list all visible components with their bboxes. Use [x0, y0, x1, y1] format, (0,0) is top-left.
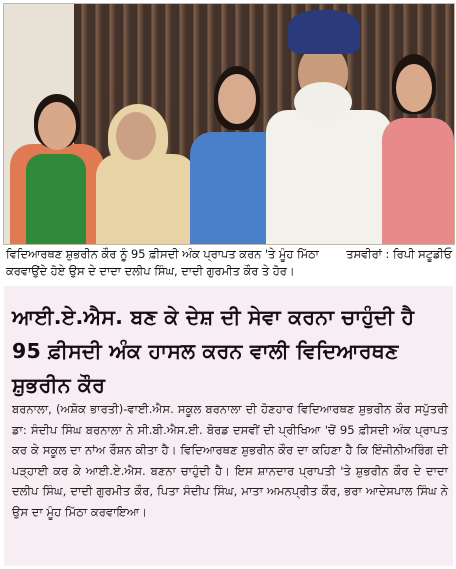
white-beard	[294, 82, 352, 122]
caption-text: ਵਿਦਿਆਰਥਣ ਸ਼ੁਭਰੀਨ ਕੌਰ ਨੂੰ 95 ਫ਼ੀਸਦੀ ਅੰਕ ਪ੍ਰਾਪਤ ਕਰਨ 'ਤੇ ਮੂੰਹ ਮਿੱਠਾ ਕਰਵਾਉਂਦੇ ਹੋਏ ਉਸ ਦੇ ਦਾਦਾ ਦਲੀਪ ਸਿੰਘ, ਦਾਦੀ ਗੁਰਮੀਤ ਕੌਰ ਤੇ ਹੋਰ।	[6, 247, 319, 278]
article-headline: ਆਈ.ਏ.ਐਸ. ਬਣ ਕੇ ਦੇਸ਼ ਦੀ ਸੇਵਾ ਕਰਨਾ ਚਾਹੁੰਦੀ ਹੈ 95 ਫ਼ੀਸਦੀ ਅੰਕ ਹਾਸਲ ਕਰਨ ਵਾਲੀ ਵਿਦਿਆਰਥਣ ਸ਼ੁਭਰੀਨ ਕੌਰ	[12, 305, 415, 397]
photo-caption	[6, 246, 452, 280]
article-body: ਬਰਨਾਲਾ, (ਅਸ਼ੋਕ ਭਾਰਤੀ)-ਵਾਈ.ਐਸ. ਸਕੂਲ ਬਰਨਾਲਾ ਦੀ ਹੋਣਹਾਰ ਵਿਦਿਆਰਥਣ ਸ਼ੁਭਰੀਨ ਕੌਰ ਸਪੁੱਤਰੀ ਡਾ: ਸੰਦੀਪ ਸਿੰਘ ਬਰਨਾਲਾ ਨੇ ਸੀ.ਬੀ.ਐਸ.ਈ. ਬੋਰਡ ਦਸਵੀਂ ਦੀ ਪ੍ਰੀਖਿਆ 'ਚੋਂ 95 ਫ਼ੀਸਦੀ ਅੰਕ ਪ੍ਰਾਪਤ ਕਰ ਕੇ ਸਕੂਲ ਦਾ ਨਾਂਅ ਰੌਸ਼ਨ ਕੀਤਾ ਹੈ। ਵਿਦਿਆਰਥਣ ਸ਼ੁਭਰੀਨ ਕੌਰ ਦਾ ਕਹਿਣਾ ਹੈ ਕਿ ਇੰਜੀਨੀਅਰਿੰਗ ਦੀ ਪੜ੍ਹਾਈ ਕਰ ਕੇ ਆਈ.ਏ.ਐਸ. ਬਣਨਾ ਚਾਹੁੰਦੀ ਹੈ। ਇਸ ਸ਼ਾਨਦਾਰ ਪ੍ਰਾਪਤੀ 'ਤੇ ਸ਼ੁਭਰੀਨ ਕੌਰ ਦੇ ਦਾਦਾ ਦਲੀਪ ਸਿੰਘ, ਦਾਦੀ ਗੁਰਮੀਤ ਕੌਰ, ਪਿਤਾ ਸੰਦੀਪ ਸਿੰਘ, ਮਾਤਾ ਅਮਨਪ੍ਰੀਤ ਕੌਰ, ਭਰਾ ਆਦੇਸਪਾਲ ਸਿੰਘ ਨੇ ਉਸ ਦਾ ਮੂੰਹ ਮਿੱਠਾ ਕਰਵਾਇਆ।	[12, 402, 448, 519]
family-photo	[3, 3, 455, 245]
article-block	[4, 286, 453, 566]
photo-credit: ਤਸਵੀਰਾਂ : ਰਿਪੀ ਸਟੂਡੀਓ	[346, 247, 452, 261]
blue-turban	[288, 10, 360, 54]
